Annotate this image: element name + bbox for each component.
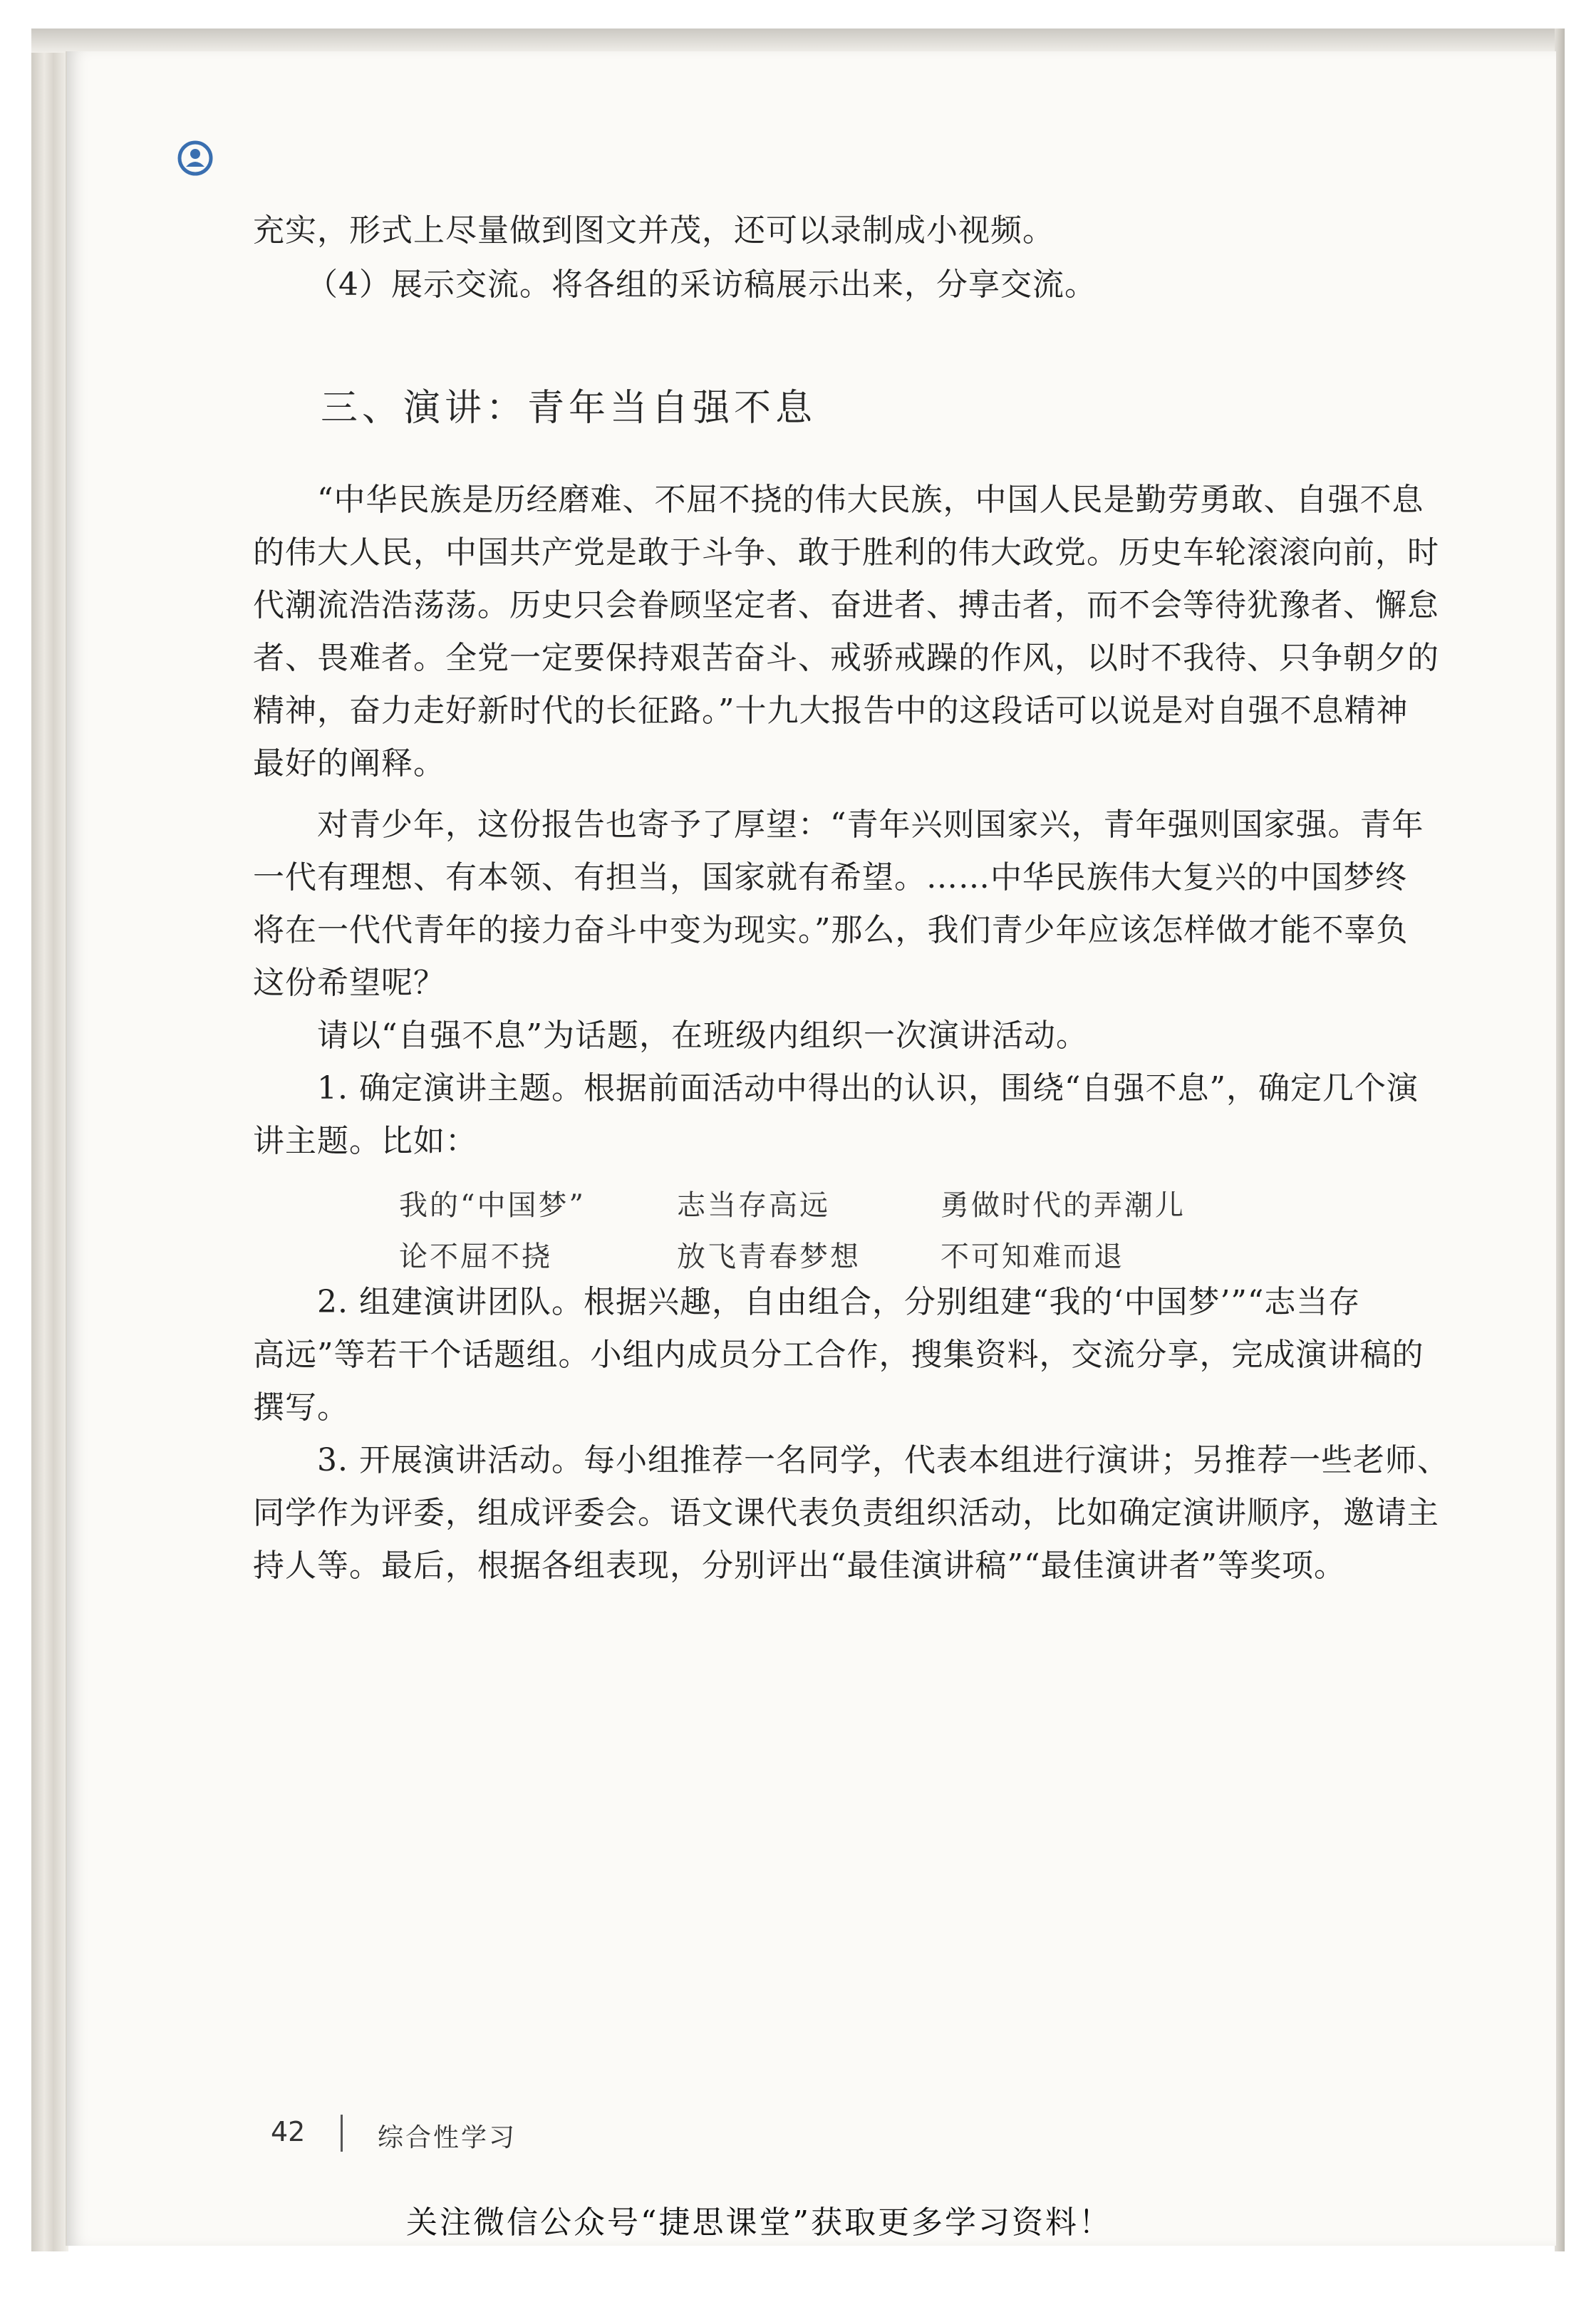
text-line: “中华民族是历经磨难、不屈不挠的伟大民族，中国人民是勤劳勇敢、自强不息 <box>317 482 1424 518</box>
book-page-edge <box>31 28 68 2251</box>
text-line: 3. 开展演讲活动。每小组推荐一名同学，代表本组进行演讲；另推荐一些老师、 <box>317 1442 1449 1478</box>
text-line: 的伟大人民，中国共产党是敢于斗争、敢于胜利的伟大政党。历史车轮滚滚向前，时 <box>253 534 1439 571</box>
promo-caption: 关注微信公众号“捷思课堂”获取更多学习资料！ <box>406 2204 1112 2241</box>
text-line: 将在一代代青年的接力奋斗中变为现实。”那么，我们青少年应该怎样做才能不辜负 <box>253 912 1409 948</box>
text-line: 高远”等若干个话题组。小组内成员分工合作，搜集资料，交流分享，完成演讲稿的 <box>253 1337 1424 1373</box>
text-line: 同学作为评委，组成评委会。语文课代表负责组织活动，比如确定演讲顺序，邀请主 <box>253 1495 1439 1531</box>
section-heading: 三、演讲：青年当自强不息 <box>321 387 817 430</box>
text-line: （4）展示交流。将各组的采访稿展示出来，分享交流。 <box>306 266 1097 303</box>
text-line: 2. 组建演讲团队。根据兴趣，自由组合，分别组建“我的‘中国梦’”“志当存 <box>317 1284 1361 1320</box>
text-line: 讲主题。比如： <box>253 1123 477 1159</box>
footer-section-title: 综合性学习 <box>378 2123 517 2152</box>
scan-right-shadow <box>1555 28 1565 2251</box>
text-line: 充实，形式上尽量做到图文并茂，还可以录制成小视频。 <box>253 212 1054 249</box>
text-line: 最好的阐释。 <box>253 745 445 782</box>
text-line: 撰写。 <box>253 1389 349 1426</box>
page-number: 42 <box>271 2116 306 2147</box>
scan-top-shadow <box>31 28 1556 53</box>
footer-divider <box>341 2115 343 2152</box>
text-line: 持人等。最后，根据各组表现，分别评出“最佳演讲稿”“最佳演讲者”等奖项。 <box>253 1547 1346 1584</box>
text-line: 请以“自强不息”为话题，在班级内组织一次演讲活动。 <box>317 1017 1088 1054</box>
text-line: 精神，奋力走好新时代的长征路。”十九大报告中的这段话可以说是对自强不息精神 <box>253 693 1409 729</box>
example-topic: 放飞青春梦想 <box>677 1240 861 1273</box>
text-line: 一代有理想、有本领、有担当，国家就有希望。……中华民族伟大复兴的中国梦终 <box>253 859 1407 896</box>
text-line: 1. 确定演讲主题。根据前面活动中得出的认识，围绕“自强不息”，确定几个演 <box>317 1070 1419 1106</box>
example-topic: 志当存高远 <box>677 1189 830 1222</box>
example-topic: 勇做时代的弄潮儿 <box>940 1189 1186 1222</box>
text-line: 对青少年，这份报告也寄予了厚望：“青年兴则国家兴，青年强则国家强。青年 <box>317 807 1424 843</box>
example-topic: 我的“中国梦” <box>399 1189 586 1222</box>
text-line: 代潮流浩浩荡荡。历史只会眷顾坚定者、奋进者、搏击者，而不会等待犹豫者、懈怠 <box>253 587 1439 623</box>
example-topic: 不可知难而退 <box>940 1240 1124 1273</box>
example-topic: 论不屈不挠 <box>399 1240 552 1273</box>
text-line: 者、畏难者。全党一定要保持艰苦奋斗、戒骄戒躁的作风，以时不我待、只争朝夕的 <box>253 640 1439 676</box>
person-badge-icon <box>177 140 214 177</box>
text-line: 这份希望呢？ <box>253 965 445 1001</box>
